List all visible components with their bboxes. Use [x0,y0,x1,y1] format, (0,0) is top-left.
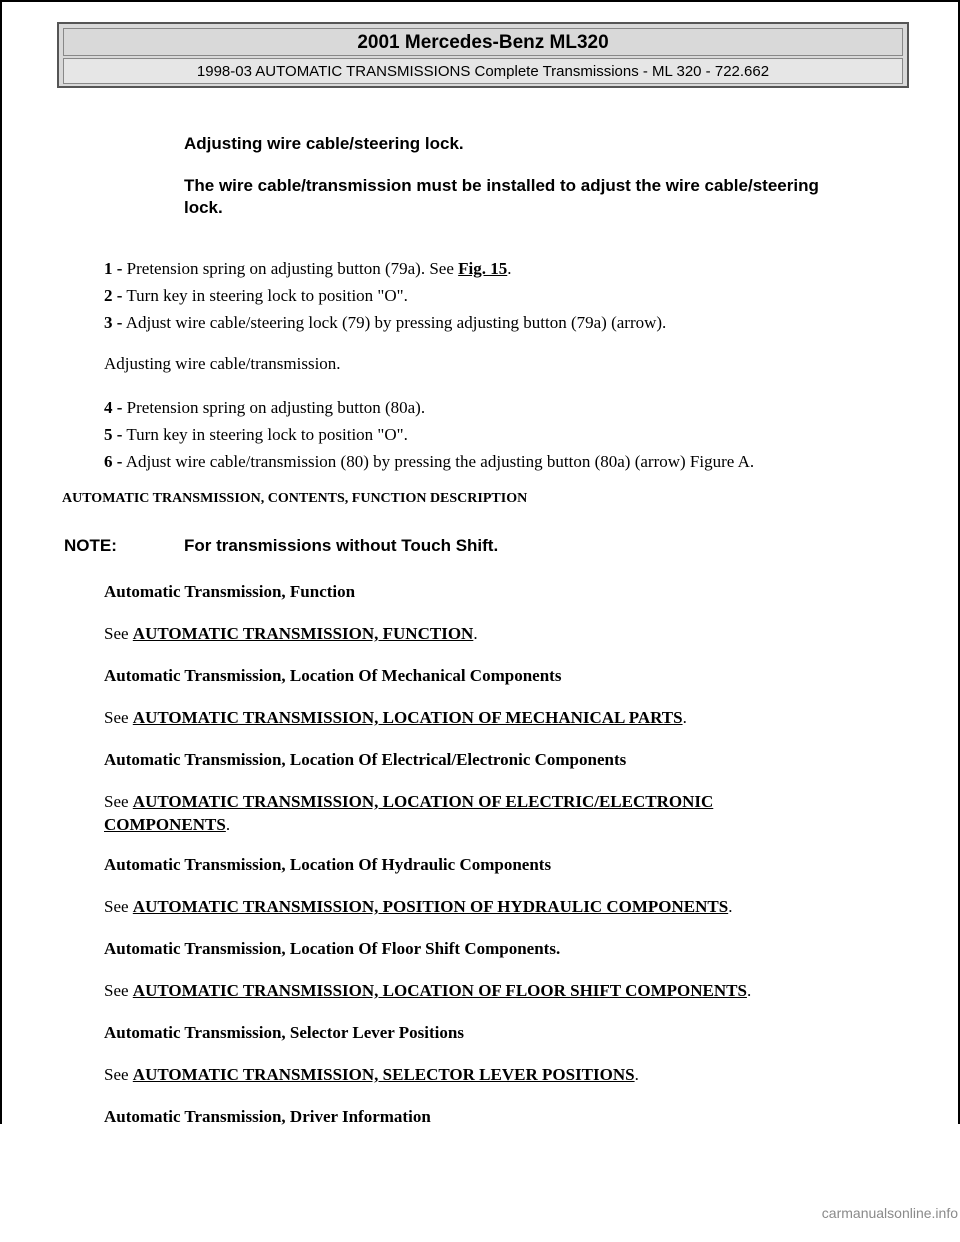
entry-see-hydraulic [104,897,732,917]
step-1 [104,259,512,279]
entry-see-selector [104,1065,639,1085]
link-function[interactable]: AUTOMATIC TRANSMISSION, FUNCTION [132,624,474,643]
adjust-steering-heading: Adjusting wire cable/steering lock. [184,134,464,153]
step-text: Adjust wire cable/transmission (80) by pressing the adjusting button (80a) (arrow) Figure A. [125,452,755,471]
step-text: Adjust wire cable/steering lock (79) by pressing adjusting button (79a) (arrow). [125,313,667,332]
step-number: 4 - [104,398,123,417]
adjust-transmission-heading: Adjusting wire cable/transmission. [104,354,341,373]
see-label: See [104,624,133,643]
step-number: 3 - [104,313,123,332]
step-number: 6 - [104,452,123,471]
link-floor-shift-components[interactable]: AUTOMATIC TRANSMISSION, LOCATION OF FLOOR SHIFT COMPONENTS [132,981,747,1000]
period: . [746,981,752,1000]
link-electrical-components[interactable]: AUTOMATIC TRANSMISSION, LOCATION OF ELECTRIC/ELECTRONIC [132,792,714,811]
entry-see-mechanical [104,708,687,728]
see-label: See [104,981,133,1000]
entry-title-function: Automatic Transmission, Function [104,582,356,601]
entry-title-electrical: Automatic Transmission, Location Of Electrical/Electronic Components [104,750,627,769]
step-text: Turn key in steering lock to position "O". [126,425,408,444]
see-label: See [104,708,133,727]
link-selector-lever-positions[interactable]: AUTOMATIC TRANSMISSION, SELECTOR LEVER POSITIONS [132,1065,635,1084]
fig-15-link[interactable]: Fig. 15 [458,259,508,278]
entry-see-electrical-cont [104,815,230,835]
step-number: 2 - [104,286,123,305]
period: . [225,815,231,834]
note-label: NOTE: [64,536,117,555]
period: . [473,624,478,643]
entry-title-driver-info: Automatic Transmission, Driver Information [104,1107,431,1126]
entry-title-hydraulic: Automatic Transmission, Location Of Hydraulic Components [104,855,552,874]
adjust-steering-note-line1: The wire cable/transmission must be installed to adjust the wire cable/steering [184,176,819,195]
step-5 [104,425,408,445]
document-header [57,22,909,88]
step-4 [104,398,425,418]
step-text-end: . [507,259,512,278]
period: . [682,708,687,727]
document-title: 2001 Mercedes-Benz ML320 [63,28,903,56]
step-text: Turn key in steering lock to position "O". [126,286,408,305]
step-number: 1 - [104,259,123,278]
link-mechanical-parts[interactable]: AUTOMATIC TRANSMISSION, LOCATION OF MECHANICAL PARTS [132,708,683,727]
period: . [728,897,733,916]
link-hydraulic-components[interactable]: AUTOMATIC TRANSMISSION, POSITION OF HYDRAULIC COMPONENTS [132,897,729,916]
adjust-steering-note-line2: lock. [184,198,223,217]
step-3 [104,313,666,333]
step-text: Pretension spring on adjusting button (80a). [126,398,426,417]
step-number: 5 - [104,425,123,444]
entry-title-selector: Automatic Transmission, Selector Lever Positions [104,1023,464,1042]
link-electrical-components-cont[interactable]: COMPONENTS [104,815,226,834]
section-title: AUTOMATIC TRANSMISSION, CONTENTS, FUNCTION DESCRIPTION [62,491,528,506]
entry-see-electrical [104,792,713,812]
note-text: For transmissions without Touch Shift. [184,536,499,555]
period: . [634,1065,639,1084]
step-2 [104,286,408,306]
entry-see-function [104,624,478,644]
see-label: See [104,792,133,811]
document-subtitle: 1998-03 AUTOMATIC TRANSMISSIONS Complete Transmissions - ML 320 - 722.662 [63,58,903,84]
footer-watermark [0,1205,960,1221]
watermark-text: carmanualsonline.info [821,1205,958,1221]
see-label: See [104,1065,133,1084]
entry-title-mechanical: Automatic Transmission, Location Of Mechanical Components [104,666,562,685]
entry-see-floor-shift [104,981,751,1001]
step-6 [104,452,754,472]
entry-title-floor-shift: Automatic Transmission, Location Of Floor Shift Components. [104,939,561,958]
step-text: Pretension spring on adjusting button (79a). See [126,259,459,278]
see-label: See [104,897,133,916]
